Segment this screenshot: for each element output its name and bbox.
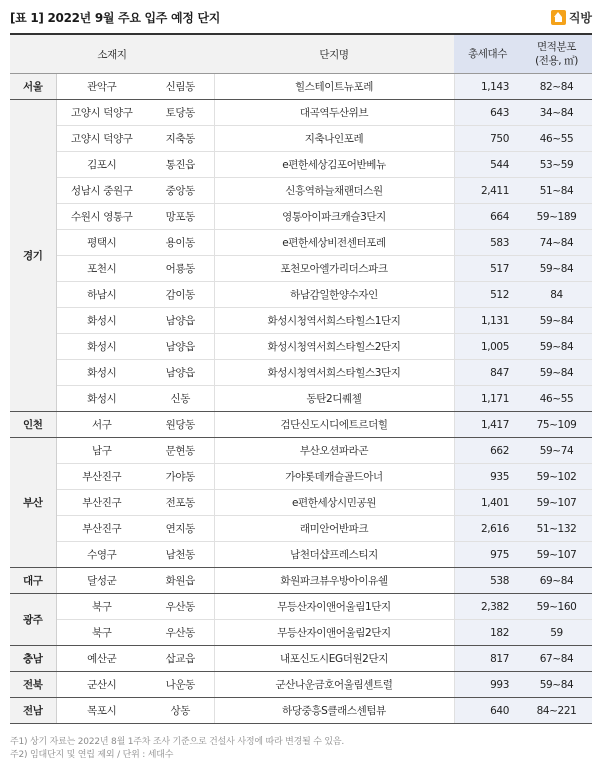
- city-cell: 수원시 영통구: [56, 204, 147, 230]
- dong-cell: 신동: [147, 386, 214, 412]
- region-cell: 경기: [10, 100, 56, 412]
- table-row: [10, 152, 592, 178]
- table-row: [10, 672, 592, 698]
- complex-name-cell: 화원파크뷰우방아이유쉘: [214, 568, 454, 594]
- city-cell: 화성시: [56, 308, 147, 334]
- header-location: 소재지: [10, 35, 214, 74]
- table-row: [10, 204, 592, 230]
- area-cell: 75~109: [521, 412, 592, 438]
- units-cell: 664: [454, 204, 521, 230]
- units-cell: 583: [454, 230, 521, 256]
- area-cell: 59~160: [521, 594, 592, 620]
- complex-name-cell: 지축나인포레: [214, 126, 454, 152]
- table-row: [10, 282, 592, 308]
- complex-name-cell: 내포신도시EG더원2단지: [214, 646, 454, 672]
- units-cell: 640: [454, 698, 521, 724]
- units-cell: 643: [454, 100, 521, 126]
- complex-name-cell: 래미안어반파크: [214, 516, 454, 542]
- table-row: [10, 178, 592, 204]
- table-row: [10, 620, 592, 646]
- area-cell: 59~84: [521, 672, 592, 698]
- footnotes: [10, 736, 344, 762]
- region-cell: 대구: [10, 568, 56, 594]
- area-cell: 69~84: [521, 568, 592, 594]
- dong-cell: 망포동: [147, 204, 214, 230]
- dong-cell: 가야동: [147, 464, 214, 490]
- complex-name-cell: 동탄2디퀘첼: [214, 386, 454, 412]
- header-units: 총세대수: [454, 35, 521, 74]
- complex-name-cell: 무등산자이앤어울림2단지: [214, 620, 454, 646]
- region-cell: 인천: [10, 412, 56, 438]
- complex-name-cell: e편한세상비전센터포레: [214, 230, 454, 256]
- units-cell: 817: [454, 646, 521, 672]
- complex-name-cell: 부산오션파라곤: [214, 438, 454, 464]
- area-cell: 59~74: [521, 438, 592, 464]
- dong-cell: 남천동: [147, 542, 214, 568]
- units-cell: 2,411: [454, 178, 521, 204]
- area-cell: 67~84: [521, 646, 592, 672]
- units-cell: 517: [454, 256, 521, 282]
- table-header-row: [10, 35, 592, 74]
- complex-name-cell: 포천모아엘가리더스파크: [214, 256, 454, 282]
- complex-name-cell: 하남감일한양수자인: [214, 282, 454, 308]
- complex-name-cell: 화성시청역서희스타힐스3단지: [214, 360, 454, 386]
- table-row: [10, 256, 592, 282]
- area-cell: 59: [521, 620, 592, 646]
- area-cell: 46~55: [521, 126, 592, 152]
- header-area: [521, 35, 592, 74]
- area-cell: 53~59: [521, 152, 592, 178]
- region-cell: 전남: [10, 698, 56, 724]
- units-cell: 935: [454, 464, 521, 490]
- city-cell: 화성시: [56, 360, 147, 386]
- table-row: [10, 490, 592, 516]
- table-row: [10, 334, 592, 360]
- table-row: [10, 464, 592, 490]
- dong-cell: 용이동: [147, 230, 214, 256]
- area-cell: 46~55: [521, 386, 592, 412]
- dong-cell: 남양읍: [147, 308, 214, 334]
- area-cell: 59~107: [521, 490, 592, 516]
- city-cell: 하남시: [56, 282, 147, 308]
- city-cell: 예산군: [56, 646, 147, 672]
- table-row: [10, 542, 592, 568]
- city-cell: 북구: [56, 594, 147, 620]
- complex-name-cell: 검단신도시디에트르더힐: [214, 412, 454, 438]
- units-cell: 544: [454, 152, 521, 178]
- title-bar: [10, 6, 592, 28]
- units-cell: 538: [454, 568, 521, 594]
- header-complex: 단지명: [214, 35, 454, 74]
- units-cell: 750: [454, 126, 521, 152]
- table-row: [10, 516, 592, 542]
- city-cell: 김포시: [56, 152, 147, 178]
- table-frame: [10, 33, 592, 724]
- units-cell: 2,382: [454, 594, 521, 620]
- complex-name-cell: 신흥역하늘채랜더스원: [214, 178, 454, 204]
- dong-cell: 우산동: [147, 620, 214, 646]
- dong-cell: 나운동: [147, 672, 214, 698]
- dong-cell: 감이동: [147, 282, 214, 308]
- move-in-table: [10, 35, 592, 724]
- city-cell: 화성시: [56, 386, 147, 412]
- footnote-2: 주2) 임대단지 및 연립 제외 / 단위 : 세대수: [10, 750, 174, 760]
- city-cell: 부산진구: [56, 464, 147, 490]
- city-cell: 달성군: [56, 568, 147, 594]
- units-cell: 1,401: [454, 490, 521, 516]
- area-cell: 59~84: [521, 256, 592, 282]
- header-area-line1: 면적분포: [537, 41, 576, 53]
- complex-name-cell: 영통아이파크캐슬3단지: [214, 204, 454, 230]
- dong-cell: 상동: [147, 698, 214, 724]
- region-cell: 광주: [10, 594, 56, 646]
- dong-cell: 통진읍: [147, 152, 214, 178]
- units-cell: 1,005: [454, 334, 521, 360]
- area-cell: 59~84: [521, 308, 592, 334]
- area-cell: 34~84: [521, 100, 592, 126]
- region-cell: 부산: [10, 438, 56, 568]
- dong-cell: 남양읍: [147, 334, 214, 360]
- city-cell: 목포시: [56, 698, 147, 724]
- area-cell: 51~132: [521, 516, 592, 542]
- dong-cell: 토당동: [147, 100, 214, 126]
- city-cell: 수영구: [56, 542, 147, 568]
- complex-name-cell: 화성시청역서희스타힐스2단지: [214, 334, 454, 360]
- city-cell: 부산진구: [56, 516, 147, 542]
- units-cell: 975: [454, 542, 521, 568]
- city-cell: 화성시: [56, 334, 147, 360]
- area-cell: 59~84: [521, 360, 592, 386]
- area-cell: 59~107: [521, 542, 592, 568]
- complex-name-cell: 가야롯데캐슬골드아너: [214, 464, 454, 490]
- complex-name-cell: 남천더샵프레스티지: [214, 542, 454, 568]
- city-cell: 성남시 중원구: [56, 178, 147, 204]
- area-cell: 59~189: [521, 204, 592, 230]
- city-cell: 고양시 덕양구: [56, 100, 147, 126]
- dong-cell: 문현동: [147, 438, 214, 464]
- complex-name-cell: 대곡역두산위브: [214, 100, 454, 126]
- table-row: [10, 126, 592, 152]
- units-cell: 182: [454, 620, 521, 646]
- header-area-line2: (전용, ㎡): [535, 55, 578, 67]
- table-body: [10, 74, 592, 724]
- table-row: [10, 594, 592, 620]
- table-row: [10, 74, 592, 100]
- city-cell: 고양시 덕양구: [56, 126, 147, 152]
- area-cell: 84~221: [521, 698, 592, 724]
- dong-cell: 삽교읍: [147, 646, 214, 672]
- zigbang-logo: [551, 9, 592, 26]
- logo-text: 직방: [568, 10, 592, 25]
- table-row: [10, 568, 592, 594]
- units-cell: 2,616: [454, 516, 521, 542]
- region-cell: 충남: [10, 646, 56, 672]
- area-cell: 82~84: [521, 74, 592, 100]
- table-row: [10, 698, 592, 724]
- dong-cell: 어룡동: [147, 256, 214, 282]
- units-cell: 1,417: [454, 412, 521, 438]
- city-cell: 관악구: [56, 74, 147, 100]
- dong-cell: 화원읍: [147, 568, 214, 594]
- region-cell: 전북: [10, 672, 56, 698]
- table-row: [10, 438, 592, 464]
- area-cell: 74~84: [521, 230, 592, 256]
- units-cell: 662: [454, 438, 521, 464]
- area-cell: 59~84: [521, 334, 592, 360]
- dong-cell: 지축동: [147, 126, 214, 152]
- footnote-1: 주1) 상기 자료는 2022년 8월 1주차 조사 기준으로 건설사 사정에 따라 변경될 수 있음.: [10, 737, 345, 747]
- dong-cell: 연지동: [147, 516, 214, 542]
- dong-cell: 중앙동: [147, 178, 214, 204]
- city-cell: 남구: [56, 438, 147, 464]
- complex-name-cell: 힐스테이트뉴포레: [214, 74, 454, 100]
- table-row: [10, 230, 592, 256]
- dong-cell: 남양읍: [147, 360, 214, 386]
- city-cell: 포천시: [56, 256, 147, 282]
- city-cell: 북구: [56, 620, 147, 646]
- units-cell: 1,143: [454, 74, 521, 100]
- dong-cell: 원당동: [147, 412, 214, 438]
- units-cell: 1,131: [454, 308, 521, 334]
- table-row: [10, 386, 592, 412]
- table-row: [10, 412, 592, 438]
- area-cell: 59~102: [521, 464, 592, 490]
- region-cell: 서울: [10, 74, 56, 100]
- complex-name-cell: e편한세상김포어반베뉴: [214, 152, 454, 178]
- table-row: [10, 646, 592, 672]
- units-cell: 847: [454, 360, 521, 386]
- dong-cell: 전포동: [147, 490, 214, 516]
- city-cell: 서구: [56, 412, 147, 438]
- table-row: [10, 100, 592, 126]
- house-logo-icon: [551, 10, 566, 25]
- table-row: [10, 360, 592, 386]
- city-cell: 군산시: [56, 672, 147, 698]
- units-cell: 1,171: [454, 386, 521, 412]
- complex-name-cell: 화성시청역서희스타힐스1단지: [214, 308, 454, 334]
- complex-name-cell: e편한세상시민공원: [214, 490, 454, 516]
- city-cell: 평택시: [56, 230, 147, 256]
- units-cell: 993: [454, 672, 521, 698]
- complex-name-cell: 무등산자이앤어울림1단지: [214, 594, 454, 620]
- units-cell: 512: [454, 282, 521, 308]
- complex-name-cell: 하당중흥S클래스센텀뷰: [214, 698, 454, 724]
- dong-cell: 우산동: [147, 594, 214, 620]
- area-cell: 51~84: [521, 178, 592, 204]
- complex-name-cell: 군산나운금호어울림센트럴: [214, 672, 454, 698]
- table-title: [표 1] 2022년 9월 주요 입주 예정 단지: [10, 10, 221, 25]
- dong-cell: 신림동: [147, 74, 214, 100]
- area-cell: 84: [521, 282, 592, 308]
- city-cell: 부산진구: [56, 490, 147, 516]
- table-row: [10, 308, 592, 334]
